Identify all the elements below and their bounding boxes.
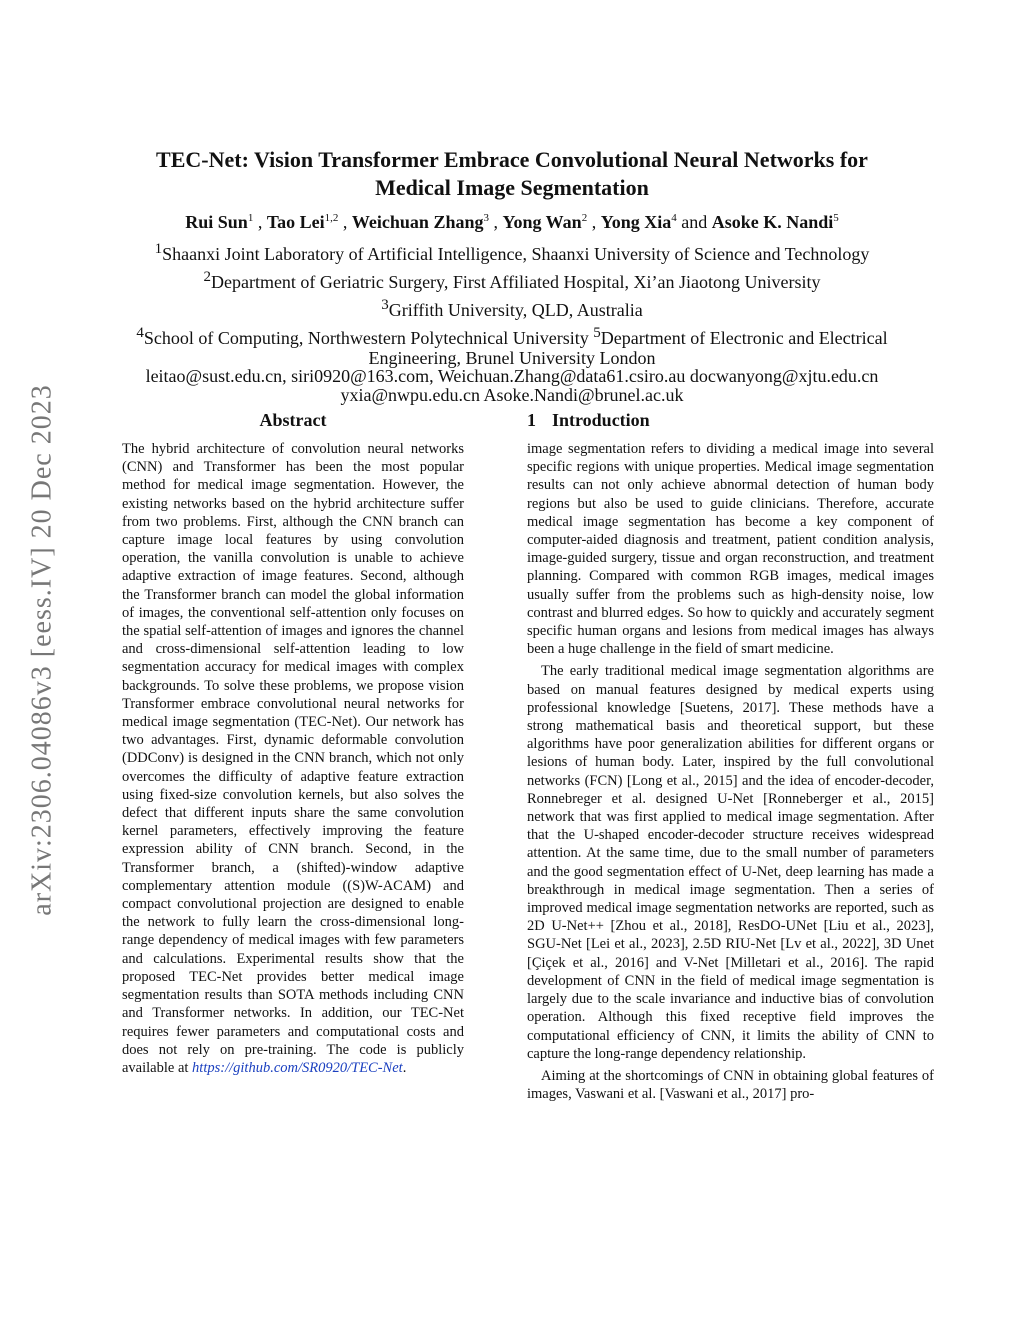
arxiv-identifier-margin <box>8 340 78 960</box>
code-link[interactable]: https://github.com/SR0920/TEC-Net <box>192 1059 403 1076</box>
email-line-2: yxia@nwpu.edu.cn Asoke.Nandi@brunel.ac.uk <box>340 385 684 405</box>
author-affiliation-mark: 1,2 <box>324 212 339 224</box>
affiliation-mark: 5 <box>593 325 601 341</box>
affiliation-5-continued: Engineering, Brunel University London <box>368 348 656 368</box>
author-affiliation-mark: 2 <box>581 212 588 224</box>
author-emails <box>80 367 944 405</box>
affiliation-text: Griffith University, QLD, Australia <box>388 300 643 320</box>
affiliation-mark: 3 <box>381 297 389 313</box>
affiliation-text: Department of Geriatric Surgery, First Affiliated Hospital, Xi’an Jiaotong University <box>210 272 821 292</box>
author-affiliation-mark: 3 <box>483 212 489 224</box>
author-separator: , <box>338 212 352 232</box>
abstract-text <box>122 440 464 1077</box>
author-name: Yong Wan <box>502 212 582 232</box>
author-name: Yong Xia <box>600 212 672 232</box>
affiliations <box>80 238 944 405</box>
email-line-1: leitao@sust.edu.cn, siri0920@163.com, Weichuan.Zhang@data61.csiro.au docwanyong@xjtu.edu.cn <box>145 366 879 386</box>
introduction-column <box>527 408 934 1103</box>
affiliation-2 <box>80 266 944 294</box>
affiliation-text: School of Computing, Northwestern Polytechnical University <box>143 328 594 348</box>
abstract-end: . <box>402 1059 407 1076</box>
author-affiliation-mark: 4 <box>671 212 677 224</box>
arxiv-identifier: arXiv:2306.04086v3 [eess.IV] 20 Dec 2023 <box>27 384 59 916</box>
affiliation-text: Department of Electronic and Electrical <box>600 328 888 348</box>
title-line-1: TEC-Net: Vision Transformer Embrace Convolutional Neural Networks for <box>156 147 868 172</box>
affiliation-3 <box>80 294 944 322</box>
abstract-column <box>122 408 464 1077</box>
section-number: 1 <box>527 410 536 430</box>
affiliation-mark: 1 <box>154 241 163 257</box>
author-separator: , <box>488 212 503 232</box>
affiliation-text: Shaanxi Joint Laboratory of Artificial Intelligence, Shaanxi University of Science and Technology <box>162 244 870 264</box>
author-list <box>80 210 944 234</box>
author-separator: , <box>253 212 267 232</box>
affiliation-4-5 <box>80 322 944 350</box>
affiliation-mark: 4 <box>136 325 144 341</box>
affiliation-mark: 2 <box>203 269 211 285</box>
abstract-body: The hybrid architecture of convolution neural networks (CNN) and Transformer has been the most popular method for medical image segmentation. However, the existing networks based on the hybrid architecture suffer from two problems. First, although the CNN branch can capture image local features by using convolution operation, the vanilla convolution is unable to achieve adaptive extraction of image features. Second, although the Transformer branch can model the global information of images, the conventional self-attention only focuses on the spatial self-attention of images and ignores the channel and cross-dimensional self-attention leading to low segmentation accuracy for medical images with complex backgrounds. To solve these problems, we propose vision Transformer embrace convolutional neural networks for medical image segmentation (TEC-Net). Our network has two advantages. First, dynamic deformable convolution (DDConv) is designed in the CNN branch, which not only overcomes the difficulty of adaptive feature extraction using fixed-size convolution kernels, but also solves the defect that different inputs share the same convolution kernel parameters, effectively improving the feature expression ability of CNN branch. Second, in the Transformer branch, a (shifted)-window adaptive complementary attention module ((S)W-ACAM) and compact convolutional projection are designed to enable the network to fully learn the cross-dimensional long-range dependency of medical images with few parameters and calculations. Experimental results show that the proposed TEC-Net provides better medical image segmentation results than SOTA methods including CNN and Transformer networks. In addition, our TEC-Net requires fewer parameters and computational costs and does not rely on pre-training. The code is publicly available at <box>122 441 464 1076</box>
section-title: Introduction <box>552 410 650 430</box>
author-name: Weichuan Zhang <box>351 212 484 232</box>
intro-paragraph-2: The early traditional medical image segmentation algorithms are based on manual features designed by medical experts using professional knowledge [Suetens, 2017]. These methods have a strong mathematical basis and theoretical support, but these algorithms have poor generalization abilities for different organs or lesions of human body. Later, inspired by the full convolutional networks (FCN) [Long et al., 2015] and the idea of encoder-decoder, Ronnebreger et al. designed U-Net [Ronneberger et al., 2015] network that was first applied to medical image segmentation. After that the U-shaped encoder-decoder structure receives widespread attention. At the same time, due to the small number of parameters and the good segmentation effect of U-Net, deep learning has made a breakthrough in medical image segmentation. Then a series of improved medical image segmentation networks are reported, such as 2D U-Net++ [Zhou et al., 2018], ResDO-UNet [Liu et al., 2023], SGU-Net [Lei et al., 2023], 2.5D RIU-Net [Lv et al., 2022], 3D Unet [Çiçek et al., 2016] and V-Net [Milletari et al., 2016]. The rapid development of CNN in the field of medical image segmentation is largely due to the scale invariance and inductive bias of convolution operation. Although this fixed receptive field improves the computational efficiency of CNN, it limits the ability of CNN to capture the long-range dependency relationship. <box>527 663 934 1062</box>
author-separator: and <box>676 212 712 232</box>
author-affiliation-mark: 5 <box>833 212 839 224</box>
author-name: Tao Lei <box>266 212 325 232</box>
author-affiliation-mark: 1 <box>247 212 254 224</box>
affiliation-1 <box>80 238 944 266</box>
author-separator: , <box>587 212 601 232</box>
intro-paragraph-1: image segmentation refers to dividing a medical image into several specific regions with unique properties. Medical image segmentation results can not only achieve abnormal detection of human body regions but also be used to guide clinicians. Therefore, accurate medical image segmentation has become a key component of computer-aided diagnosis and treatment, patient condition analysis, image-guided surgery, tissue and organ reconstruction, and treatment planning. Compared with common RGB images, medical images usually suffer from the problems such as high-density noise, low contrast and blurred edges. So how to quickly and accurately segment specific human organs and lesions from medical images has always been a huge challenge in the field of smart medicine. <box>527 441 934 658</box>
title-line-2: Medical Image Segmentation <box>375 175 649 200</box>
author-name: Rui Sun <box>185 212 248 232</box>
paper-title <box>80 146 944 202</box>
abstract-heading: Abstract <box>259 410 327 430</box>
intro-paragraph-3: Aiming at the shortcomings of CNN in obtaining global features of images, Vaswani et al. [Vaswani et al., 2017] pro- <box>527 1067 934 1103</box>
author-name: Asoke K. Nandi <box>711 212 834 232</box>
introduction-heading <box>527 408 934 432</box>
